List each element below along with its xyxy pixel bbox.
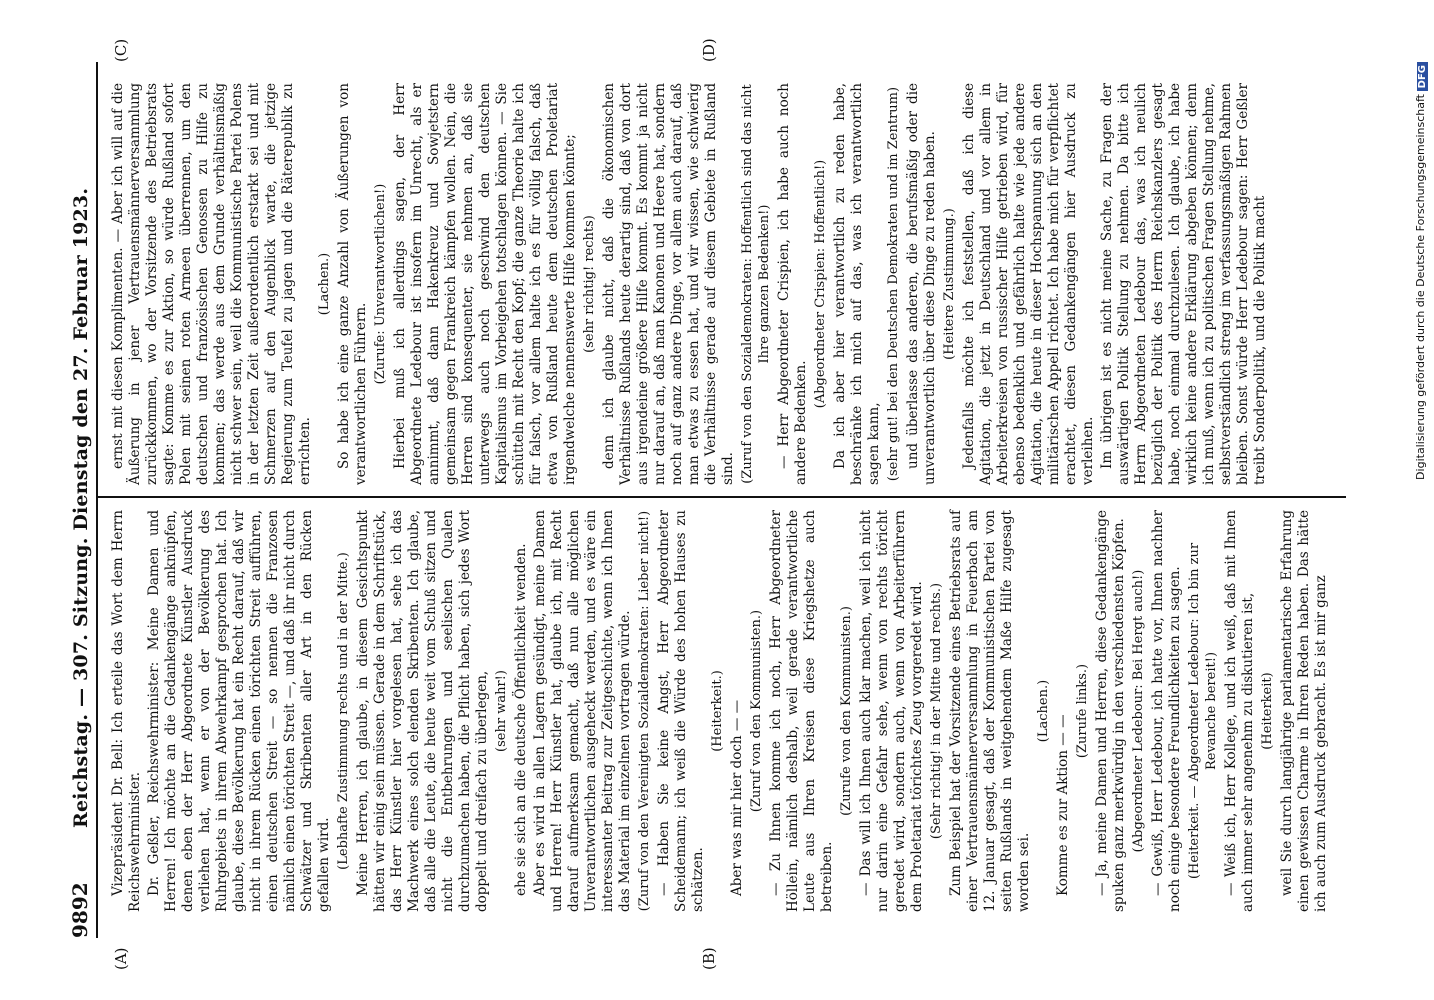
stage-direction: (Zuruf von den Sozialdemokraten: Hoffentlich sind das nicht Ihre ganzen Bedenken!) <box>740 84 772 484</box>
page-footer <box>1414 62 1428 938</box>
paragraph: Jedenfalls möchte ich feststellen, daß ich diese Agitation, die jetzt in Deutschland und vor allem in Arbeiterkreisen von russischer Hilfe getrieben wird, für ebenso bedenklich und gefährlich halte wie jede andere Agitation, die heute in dieser Hochspannung sich an den militärischen Appell richtet. Ich habe mich für verpflichtet erachtet, diesen Gedankengängen hier Ausdruck zu verleihen. <box>961 83 1096 485</box>
stage-direction: (sehr wahr!) <box>494 670 509 752</box>
paragraph: und überlasse das anderen, die berufsmäßig oder die unverantwortlich über diese Dinge zu reden haben. <box>905 83 938 485</box>
paragraph: denn ich glaube nicht, daß die ökonomischen Verhältnisse Rußlands heute derartig sind, daß von dort aus irgendeine größere Hilfe kommt. Es kommt ja nicht nur darauf an, daß man Kanonen und Heere hat, sondern noch auf ganz andere Dinge, vor allem auch darauf, daß man etwas zu essen hat, und wir wissen, wie schwierig die Verhältnisse gerade auf diesem Gebiete in Rußland sind. <box>601 83 736 485</box>
paragraph: — Weiß ich, Herr Kollege, und ich weiß, daß mit Ihnen auch immer sehr angenehm zu diskutieren ist, <box>1223 510 1256 912</box>
stage-direction: (Abgeordneter Ledebour: Bei Hergt auch!) <box>1131 569 1146 853</box>
stage-direction: (Heiterkeit) <box>1260 672 1275 750</box>
stage-direction: (Lachen.) <box>1036 679 1051 743</box>
column-separator <box>96 497 1346 499</box>
margin-label-a: (A) <box>112 947 130 970</box>
paragraph: Aber was mir hier doch — — <box>729 699 745 896</box>
paragraph: Zum Beispiel hat der Vorsitzende eines Betriebsrats auf einer Vertrauensmännerversammlung in Feuerbach am 12. Januar gesagt, daß der Kommunistischen Partei von seiten Rußlands in weitgehendem Maße Hilfe zugesagt worden sei. <box>948 510 1032 912</box>
paragraph: — Haben Sie keine Angst, Herr Abgeordneter Scheidemann; ich weiß die Würde des hohen Hauses zu schätzen. <box>656 510 706 912</box>
stage-direction: (Zurufe: Unverantwortlichen!) <box>373 183 388 385</box>
stage-direction: (Zuruf von den Kommunisten.) <box>749 609 764 813</box>
stage-direction: (Sehr richtig! in der Mitte und rechts.) <box>929 582 944 840</box>
paragraph: ernst mit diesen Komplimenten. — Aber ich will auf die Äußerung in jener Vertrauensmännerversammlung zurückkommen, wo der Vorsitzende des Betriebsrats sagte: Komme es zur Aktion, so würde Rußland sofort Polen mit seinen roten Armeen überrennen, um den deutschen und französischen Genossen zu Hilfe zu kommen; das werde aus dem Grunde verhältnismäßig nicht schwer sein, weil die Kommunistische Partei Polens in der letzten Zeit außerordentlich erstarkt sei und mit Schmerzen auf den Augenblick warte, die jetzige Regierung zum Teufel zu jagen und die Räterepublik zu errichten. <box>110 83 313 485</box>
stage-direction: (Heitere Zustimmung.) <box>942 208 957 360</box>
page-title: Reichstag. — 307. Sitzung. Dienstag den 27. Februar 1923. <box>70 187 92 828</box>
dfg-logo: DFG <box>1417 62 1428 91</box>
paragraph: Dr. Geßler, Reichswehrminister: Meine Damen und Herren! Ich möchte an die Gedankengänge anknüpfen, denen eben der Herr Abgeordnete Künstler Ausdruck verliehen hat, wenn er von der Bevölkerung des Ruhrgebiets in ihrem Abwehrkampf gesprochen hat. Ich glaube, diese Bevölkerung hat ein Recht darauf, daß wir nicht in ihrem Rücken einen törichten Streit aufführen, einen deutschen Streit — so nennen die Franzosen nämlich einen törichten Streit —, und daß ihr nicht durch Schwätzer und Skribenten aller Art in den Rücken gefallen wird. <box>146 510 332 912</box>
paragraph: — Das will ich Ihnen auch klar machen, weil ich nicht nur darin eine Gefahr sehe, wenn von rechts töricht geredet wird, sondern auch, wenn von Arbeiterführern dem Proletariat törichtes Zeug vorgeredet wird. <box>858 510 925 912</box>
stage-direction: (Zurufe links.) <box>1075 663 1090 759</box>
margin-label-d: (D) <box>700 38 718 62</box>
right-column <box>110 83 1268 485</box>
footer-credit: Digitalisierung gefördert durch die Deutsche Forschungsgemeinschaft <box>1414 94 1427 480</box>
stage-direction: (Lebhafte Zustimmung rechts und in der Mitte.) <box>336 552 351 870</box>
stage-direction: (Zurufe von den Kommunisten.) <box>839 606 854 816</box>
paragraph: Komme es zur Aktion — — <box>1055 714 1071 896</box>
paragraph: — Zu Ihnen komme ich noch, Herr Abgeordneter Höllein, nämlich deshalb, weil gerade verantwortliche Leute aus Ihren Kreisen diese Kriegshetze auch betreiben. <box>768 510 835 912</box>
stage-direction: (Abgeordneter Crispien: Hoffentlich!) <box>813 159 828 409</box>
stage-direction: (sehr gut! bei den Deutschen Demokraten und im Zentrum) <box>886 86 901 482</box>
margin-label-b: (B) <box>700 947 718 970</box>
paragraph: ehe sie sich an die deutsche Öffentlichkeit wenden. <box>513 543 529 896</box>
paragraph: Meine Herren, ich glaube, in diesem Gesichtspunkt hätten wir einig sein müssen. Gerade in dem Schriftstück, das Herr Künstler hier vorgelesen hat, sehe ich das Machwerk eines solch elenden Skribenten. Ich glaube, daß alle die Leute, die heute weit vom Schuß sitzen und nicht die Entbehrungen und seelischen Qualen durchzumachen haben, die Pflicht haben, sich jedes Wort doppelt und dreifach zu überlegen, <box>355 510 490 912</box>
paragraph: Aber es wird in allen Lagern gesündigt, meine Damen und Herren! Herr Künstler hat, glaube ich, mit Recht darauf aufmerksam gemacht, daß nun alle möglichen Unverantwortlichen ausgeheckt werden, und es wäre ein interessanter Beitrag zur Zeitgeschichte, wenn ich Ihnen das Material im einzelnen vortragen würde. <box>532 510 633 912</box>
paragraph: weil Sie durch langjährige parlamentarische Erfahrung einen gewissen Charme in Ihren Reden haben. Das hätte ich auch zum Ausdruck gebracht. Es ist mir ganz <box>1279 510 1329 912</box>
paragraph: So habe ich eine ganze Anzahl von Äußerungen von verantwortlichen Führern. <box>336 83 369 485</box>
stage-direction: (sehr richtig! rechts) <box>582 215 597 353</box>
page-number: 9892 <box>68 882 92 938</box>
stage-direction: (Zuruf von den Vereinigten Sozialdemokraten: Lieber nicht!) <box>637 510 652 912</box>
paragraph: Da ich aber hier verantwortlich zu reden habe, beschränke ich mich auf das, was ich verantwortlich sagen kann, <box>832 83 882 485</box>
paragraph: Im übrigen ist es nicht meine Sache, zu Fragen der auswärtigen Politik Stellung zu nehmen. Da bitte ich Herrn Abgeordneten Ledebour das, was ich neulich bezüglich der Politik des Herrn Reichskanzlers gesagt habe, noch einmal durchzulesen. Ich glaube, ich habe wirklich keine andere Erklärung abgeben können; denn ich muß, wenn ich zu politischen Fragen Stellung nehme, selbstverständlich streng im verfassungsmäßigen Rahmen bleiben. Sonst würde Herr Ledebour sagen: Herr Geßler treibt Sonderpolitik, und die Politik macht <box>1099 83 1268 485</box>
paragraph: — Ja, meine Damen und Herren, diese Gedankengänge spuken ganz merkwürdig in den verschiedensten Köpfen. <box>1094 510 1127 912</box>
paragraph: — Herr Abgeordneter Crispien, ich habe auch noch andere Bedenken. <box>776 83 809 485</box>
margin-label-c: (C) <box>112 38 130 62</box>
paragraph: Hierbei muß ich allerdings sagen, der Herr Abgeordnete Ledebour ist insofern im Unrecht, als er annimmt, daß dann Hakenkreuz und Sowjetstern gemeinsam gegen Frankreich kämpfen wollen. Nein, die Herren sind konsequenter, sie nehmen an, daß sie unterwegs auch noch geschwind den deutschen Kapitalismus im Vorbeigehen totschlagen können. — Sie schütteln mit Recht den Kopf; die ganze Theorie halte ich für falsch, vor allem halte ich es für völlig falsch, daß etwa von Rußland heute dem deutschen Proletariat irgendwelche nennenswerte Hilfe kommen könnte; <box>392 83 578 485</box>
stage-direction: (Lachen.) <box>317 252 332 316</box>
stage-direction: (Heiterkeit. — Abgeordneter Ledebour: Ich bin zur Revanche bereit!) <box>1187 542 1219 880</box>
paragraph: Vizepräsident Dr. Bell: Ich erteile das Wort dem Herrn Reichswehrminister. <box>110 510 143 912</box>
page-header <box>66 62 98 938</box>
paragraph: — Gewiß, Herr Ledebour, ich hatte vor, Ihnen nachher noch einige besondere Freundlichkeiten zu sagen. <box>1150 510 1183 912</box>
stage-direction: (Heiterkeit.) <box>710 670 725 752</box>
left-column <box>110 510 1329 912</box>
